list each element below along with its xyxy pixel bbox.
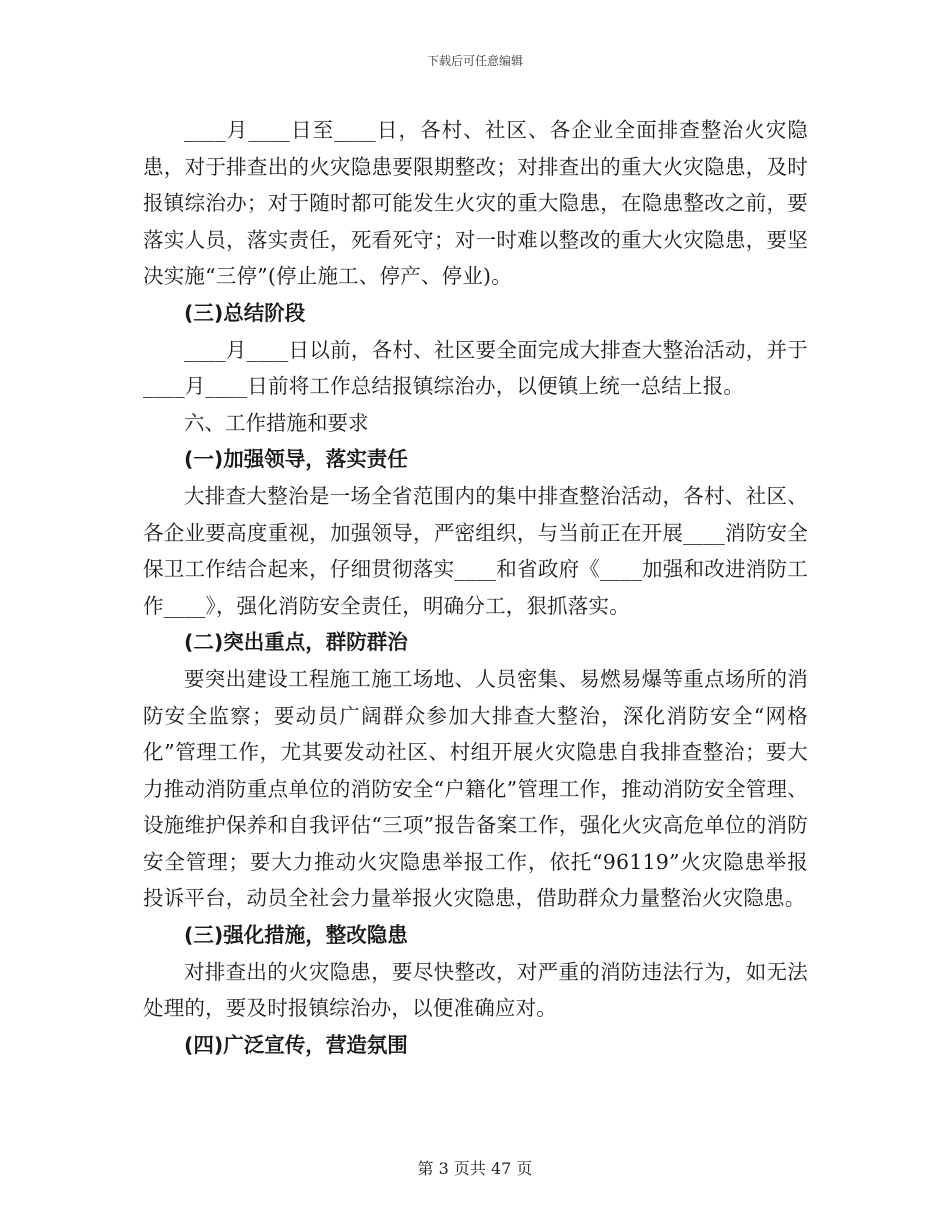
- heading-publicity: (四)广泛宣传，营造氛围: [184, 1032, 408, 1057]
- heading-key-points: (二)突出重点，群防群治: [184, 630, 408, 655]
- header-note: 下载后可任意编辑: [426, 54, 523, 68]
- heading-work-measures: 六、工作措施和要求: [184, 410, 369, 435]
- paragraph-leadership: 大排查大整治是一场全省范围内的集中排查整治活动，各村、社区、各企业要高度重视，加强领导，严密组织，与当前正在开展____消防安全保卫工作结合起来，仔细贯彻落实____和省政府《____加强和改进消防工作____》，强化消防安全责任，明确分工，狠抓落实。: [143, 483, 808, 618]
- heading-leadership: (一)加强领导，落实责任: [184, 447, 408, 472]
- heading-summary-phase: (三)总结阶段: [184, 300, 306, 325]
- paragraph-summary-phase: ____月____日以前，各村、社区要全面完成大排查大整治活动，并于____月____日前将工作总结报镇综治办，以便镇上统一总结上报。: [143, 337, 808, 399]
- paragraph-measures: 对排查出的火灾隐患，要尽快整改，对严重的消防违法行为，如无法处理的，要及时报镇综治办，以便准确应对。: [143, 959, 808, 1021]
- heading-measures: (三)强化措施，整改隐患: [184, 923, 408, 948]
- document-body: [143, 112, 808, 1063]
- paragraph-key-points: 要突出建设工程施工施工场地、人员密集、易燃易爆等重点场所的消防安全监察；要动员广阔群众参加大排查大整治，深化消防安全“网格化”管理工作，尤其要发动社区、村组开展火灾隐患自我排查整治；要大力推动消防重点单位的消防安全“户籍化”管理工作，推动消防安全管理、设施维护保养和自我评估“三项”报告备案工作，强化火灾高危单位的消防安全管理；要大力推动火灾隐患举报工作，依托“96119”火灾隐患举报投诉平台，动员全社会力量举报火灾隐患，借助群众力量整治火灾隐患。: [143, 666, 808, 911]
- page-number: 第 3 页共 47 页: [417, 1159, 533, 1178]
- paragraph-inspection-phase: ____月____日至____日，各村、社区、各企业全面排查整治火灾隐患，对于排查出的火灾隐患要限期整改；对排查出的重大火灾隐患，及时报镇综治办；对于随时都可能发生火灾的重大隐患，在隐患整改之前，要落实人员，落实责任，死看死守；对一时难以整改的重大火灾隐患，要坚决实施“三停”(停止施工、停产、停业)。: [143, 118, 808, 289]
